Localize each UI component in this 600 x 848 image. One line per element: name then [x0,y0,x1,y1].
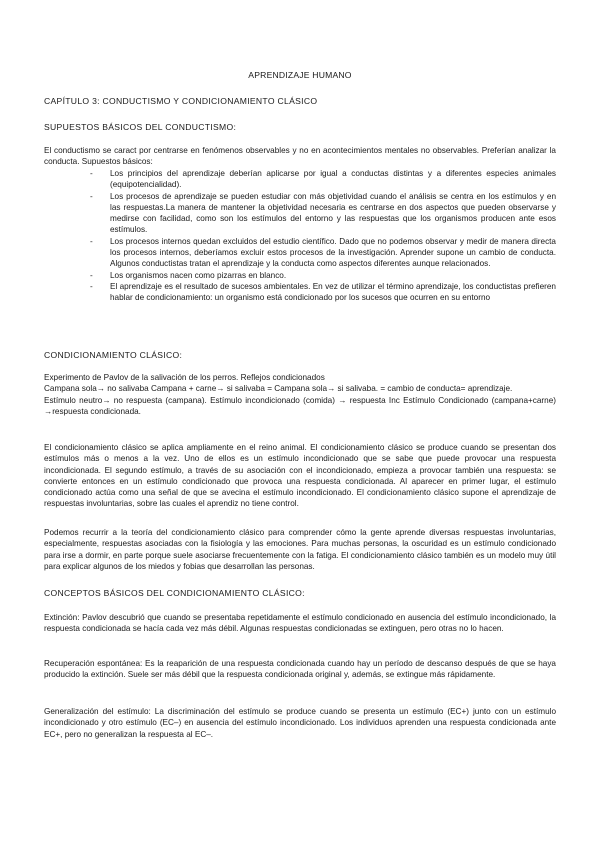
concepto-generalizacion [44,706,556,740]
list-item: - Los procesos de aprendizaje se pueden estudiar con más objetividad cuando el análisis se centra en los estímulos y en las respuestas.La manera de mantener la objetividad necesaria es centrarse en dos aspectos que pueden observarse y medirse con facilidad, como son los estímulos del entorno y las respuestas que los organismos producen ante esos estímulos. [96,191,556,236]
concepto-extincion [44,612,556,635]
list-item: - Los procesos internos quedan excluidos del estudio científico. Dado que no podemos observar y medir de manera directa los procesos internos, deberíamos excluir estos procesos de la investigación. Aprender supone un cambio de conducta. Algunos conductistas tratan el aprendizaje y la conducta como aspectos diferentes aunque relacionados. [96,236,556,270]
pavlov-block [44,372,556,417]
paragraph-text: Generalización del estímulo: La discriminación del estímulo se produce cuando se presenta un estímulo (EC+) junto con un estímulo incondicionado y otro estímulo (EC–) en ausencia del estímulo incondicionado. Los individuos aprenden una respuesta condicionada ante EC+, pero no generalizan la respuesta al EC–. [44,707,556,739]
paragraph-text: Extinción: Pavlov descubrió que cuando se presentaba repetidamente el estímulo condicionado en ausencia del estímulo incondicionado, la respuesta condicionada se hacía cada vez más débil. Algunas respuestas condicionadas se extinguen, pero otras no lo hacen. [44,613,556,634]
document-title: APRENDIZAJE HUMANO [248,70,352,80]
chapter-heading: CAPÍTULO 3: CONDUCTISMO Y CONDICIONAMIENTO CLÁSICO [44,96,318,106]
condicionamiento-paragraph-2 [44,527,556,572]
section-heading-condicionamiento: CONDICIONAMIENTO CLÁSICO: [44,350,183,360]
condicionamiento-paragraph-1 [44,442,556,510]
section-heading-conceptos: CONCEPTOS BÁSICOS DEL CONDICIONAMIENTO CLÁSICO: [44,588,305,598]
paragraph-text: Podemos recurrir a la teoría del condicionamiento clásico para comprender cómo la gente aprende diversas respuestas involuntarias, especialmente, respuestas asociadas con la fisiología y las emociones. Para muchas personas, la oscuridad es un estímulo condicionado para irse a dormir, en parte porque suele asociarse frecuentemente con la fatiga. El condicionamiento clásico también es un modelo muy útil para explicar algunos de los miedos y fobias que desarrollan las personas. [44,528,556,571]
section-heading-supuestos: SUPUESTOS BÁSICOS DEL CONDUCTISMO: [44,122,237,132]
paragraph-text: Recuperación espontánea: Es la reaparición de una respuesta condicionada cuando hay un período de descanso después de que se haya producido la extinción. Suele ser más débil que la respuesta condicionada original y, además, se extingue más rápidamente. [44,659,556,680]
pavlov-line: Experimento de Pavlov de la salivación de los perros. Reflejos condicionados [44,373,325,382]
paragraph-text: El condicionamiento clásico se aplica ampliamente en el reino animal. El condicionamiento clásico se produce cuando se presentan dos estímulos más o menos a la vez. Uno de ellos es un estímulo incondicionado que se sabe que puede provocar una respuesta incondicionada. El segundo estímulo, a través de su asociación con el incondicionado, empieza a provocar también una respuesta: se convierte entonces en un estímulo condicionado que provoca una respuesta condicionada. Al aparecer en primer lugar, el estímulo condicionado actúa como una señal de que se avecina el estímulo incondicionado. El condicionamiento clásico supone el aprendizaje de respuestas involuntarias, sobre las cuales el aprendiz no tiene control. [44,443,556,509]
list-item: - El aprendizaje es el resultado de sucesos ambientales. En vez de utilizar el término aprendizaje, los conductistas prefieren hablar de condicionamiento: un organismo está condicionado por los sucesos que ocurren en su entorno [96,281,556,304]
pavlov-line: Estímulo neutro→ no respuesta (campana). Estímulo incondicionado (comida) → respuesta Inc Estímulo Condicionado (campana+carne) →respuesta condicionada. [44,395,556,416]
supuestos-intro [44,145,556,168]
list-item: - Los principios del aprendizaje deberían aplicarse por igual a conductas distintas y a diferentes especies animales (equipotencialidad). [96,168,556,191]
concepto-recuperacion [44,658,556,681]
pavlov-line: Campana sola→ no salivaba Campana + carne→ si salivaba = Campana sola→ si salivaba. = cambio de conducta= aprendizaje. [44,384,513,394]
supuestos-list [96,168,556,304]
supuestos-intro-text: El conductismo se caract por centrarse en fenómenos observables y no en acontecimientos mentales no observables. Preferían analizar la conducta. Supuestos básicos: [44,146,556,167]
list-item: - Los organismos nacen como pizarras en blanco. [96,270,556,281]
